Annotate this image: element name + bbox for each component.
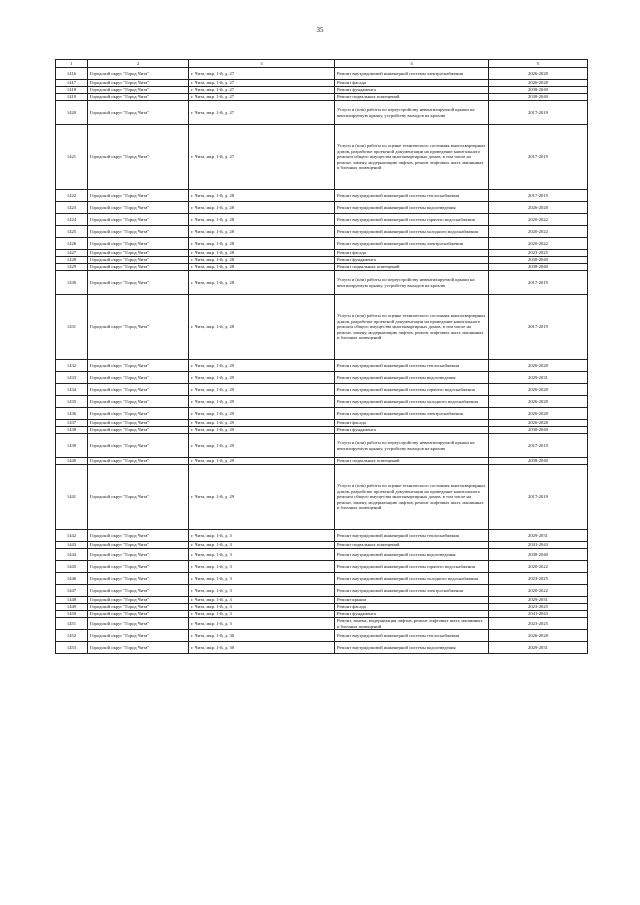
municipality-cell: Городской округ "Город Чита" bbox=[88, 434, 189, 458]
period-cell: 2038-2040 bbox=[489, 549, 588, 561]
row-number-cell: 1438 bbox=[56, 427, 88, 434]
municipality-cell: Городской округ "Город Чита" bbox=[88, 125, 189, 190]
row-number-cell: 1440 bbox=[56, 458, 88, 465]
table-row bbox=[56, 611, 588, 618]
work-type-cell: Услуги и (или) работы по оценке технического состояния многоквартирных домов, разработке проектной документации на проведение капитального ремонта общего имущества многоквартирных домов, в том числе на ремонт, замену, модернизацию лифтов, ремонт лифтовых шахт, машинных и блочных помещений bbox=[335, 125, 489, 190]
work-type-cell: Услуги и (или) работы по оценке технического состояния многоквартирных домов, разработке проектной документации на проведение капитального ремонта общего имущества многоквартирных домов, в том числе на ремонт, замену, модернизацию лифтов, ремонт лифтовых шахт, машинных и блочных помещений bbox=[335, 295, 489, 360]
row-number-cell: 1443 bbox=[56, 542, 88, 549]
work-type-cell: Ремонт внутридомовой инженерной системы теплоснабжения bbox=[335, 630, 489, 642]
municipality-cell: Городской округ "Город Чита" bbox=[88, 101, 189, 125]
row-number-cell: 1439 bbox=[56, 434, 88, 458]
work-type-cell: Ремонт фасада bbox=[335, 604, 489, 611]
municipality-cell: Городской округ "Город Чита" bbox=[88, 190, 189, 202]
table-row bbox=[56, 542, 588, 549]
period-cell: 2029-2031 bbox=[489, 642, 588, 654]
table-row bbox=[56, 202, 588, 214]
table-row bbox=[56, 630, 588, 642]
work-type-cell: Ремонт внутридомовой инженерной системы электроснабжения bbox=[335, 408, 489, 420]
address-cell: г. Чита, мкр. 1-й, д. 29 bbox=[189, 396, 335, 408]
table-row bbox=[56, 295, 588, 360]
row-number-cell: 1431 bbox=[56, 295, 88, 360]
address-cell: г. Чита, мкр. 1-й, д. 29 bbox=[189, 360, 335, 372]
row-number-cell: 1442 bbox=[56, 530, 88, 542]
row-number-cell: 1430 bbox=[56, 271, 88, 295]
row-number-cell: 1448 bbox=[56, 597, 88, 604]
period-cell: 2029-2031 bbox=[489, 597, 588, 604]
row-number-cell: 1429 bbox=[56, 264, 88, 271]
address-cell: г. Чита, мкр. 1-й, д. 3 bbox=[189, 573, 335, 585]
table-row bbox=[56, 214, 588, 226]
address-cell: г. Чита, мкр. 1-й, д. 28 bbox=[189, 238, 335, 250]
table-row bbox=[56, 238, 588, 250]
row-number-cell: 1453 bbox=[56, 642, 88, 654]
table-row bbox=[56, 360, 588, 372]
address-cell: г. Чита, мкр. 1-й, д. 3 bbox=[189, 542, 335, 549]
period-cell: 2026-2028 bbox=[489, 68, 588, 80]
table-row bbox=[56, 561, 588, 573]
address-cell: г. Чита, мкр. 1-й, д. 27 bbox=[189, 125, 335, 190]
table-row bbox=[56, 80, 588, 87]
table-row bbox=[56, 264, 588, 271]
row-number-cell: 1426 bbox=[56, 238, 88, 250]
table-row bbox=[56, 257, 588, 264]
address-cell: г. Чита, мкр. 1-й, д. 29 bbox=[189, 427, 335, 434]
work-type-cell: Ремонт фундамента bbox=[335, 611, 489, 618]
work-type-cell: Услуги и (или) работы по оценке технического состояния многоквартирных домов, разработке проектной документации на проведение капитального ремонта общего имущества многоквартирных домов, в том числе на ремонт, замену, модернизацию лифтов, ремонт лифтовых шахт, машинных и блочных помещений bbox=[335, 465, 489, 530]
municipality-cell: Городской округ "Город Чита" bbox=[88, 530, 189, 542]
table-row bbox=[56, 597, 588, 604]
row-number-cell: 1434 bbox=[56, 384, 88, 396]
table-row bbox=[56, 427, 588, 434]
row-number-cell: 1433 bbox=[56, 372, 88, 384]
address-cell: г. Чита, мкр. 1-й, д. 29 bbox=[189, 372, 335, 384]
period-cell: 2026-2028 bbox=[489, 360, 588, 372]
municipality-cell: Городской округ "Город Чита" bbox=[88, 408, 189, 420]
period-cell: 2017-2019 bbox=[489, 434, 588, 458]
period-cell: 2038-2040 bbox=[489, 257, 588, 264]
address-cell: г. Чита, мкр. 1-й, д. 28 bbox=[189, 226, 335, 238]
table-row bbox=[56, 87, 588, 94]
work-type-cell: Услуги и (или) работы по переустройству невентилируемой крыши на вентилируемую крышу, устройству выходов на кровлю bbox=[335, 271, 489, 295]
row-number-cell: 1418 bbox=[56, 87, 88, 94]
address-cell: г. Чита, мкр. 1-й, д. 29 bbox=[189, 434, 335, 458]
row-number-cell: 1437 bbox=[56, 420, 88, 427]
address-cell: г. Чита, мкр. 1-й, д. 3 bbox=[189, 604, 335, 611]
column-index-1: 1 bbox=[56, 60, 88, 68]
address-cell: г. Чита, мкр. 1-й, д. 28 bbox=[189, 257, 335, 264]
period-cell: 2017-2019 bbox=[489, 295, 588, 360]
municipality-cell: Городской округ "Город Чита" bbox=[88, 604, 189, 611]
column-index-4: 4 bbox=[335, 60, 489, 68]
municipality-cell: Городской округ "Город Чита" bbox=[88, 226, 189, 238]
table-body bbox=[56, 68, 588, 654]
address-cell: г. Чита, мкр. 1-й, д. 28 bbox=[189, 271, 335, 295]
work-type-cell: Ремонт крыши bbox=[335, 597, 489, 604]
address-cell: г. Чита, мкр. 1-й, д. 28 bbox=[189, 250, 335, 257]
work-type-cell: Ремонт внутридомовой инженерной системы водоотведения bbox=[335, 549, 489, 561]
table-row bbox=[56, 372, 588, 384]
period-cell: 2038-2040 bbox=[489, 427, 588, 434]
address-cell: г. Чита, мкр. 1-й, д. 28 bbox=[189, 264, 335, 271]
municipality-cell: Городской округ "Город Чита" bbox=[88, 372, 189, 384]
address-cell: г. Чита, мкр. 1-й, д. 27 bbox=[189, 68, 335, 80]
work-type-cell: Ремонт внутридомовой инженерной системы теплоснабжения bbox=[335, 530, 489, 542]
table-row bbox=[56, 420, 588, 427]
row-number-cell: 1423 bbox=[56, 202, 88, 214]
row-number-cell: 1436 bbox=[56, 408, 88, 420]
table-row bbox=[56, 250, 588, 257]
work-type-cell: Ремонт внутридомовой инженерной системы электроснабжения bbox=[335, 238, 489, 250]
address-cell: г. Чита, мкр. 1-й, д. 27 bbox=[189, 80, 335, 87]
table-row bbox=[56, 271, 588, 295]
period-cell: 2026-2028 bbox=[489, 420, 588, 427]
address-cell: г. Чита, мкр. 1-й, д. 30 bbox=[189, 630, 335, 642]
row-number-cell: 1444 bbox=[56, 549, 88, 561]
row-number-cell: 1427 bbox=[56, 250, 88, 257]
municipality-cell: Городской округ "Город Чита" bbox=[88, 396, 189, 408]
municipality-cell: Городской округ "Город Чита" bbox=[88, 542, 189, 549]
row-number-cell: 1416 bbox=[56, 68, 88, 80]
period-cell: 2023-2025 bbox=[489, 250, 588, 257]
address-cell: г. Чита, мкр. 1-й, д. 28 bbox=[189, 214, 335, 226]
period-cell: 2029-2031 bbox=[489, 530, 588, 542]
address-cell: г. Чита, мкр. 1-й, д. 27 bbox=[189, 94, 335, 101]
row-number-cell: 1424 bbox=[56, 214, 88, 226]
work-type-cell: Ремонт фундамента bbox=[335, 87, 489, 94]
period-cell: 2017-2019 bbox=[489, 101, 588, 125]
work-type-cell: Услуги и (или) работы по переустройству невентилируемой крыши на вентилируемую крышу, устройству выходов на кровлю bbox=[335, 434, 489, 458]
table-row bbox=[56, 384, 588, 396]
work-type-cell: Ремонт подвальных помещений bbox=[335, 458, 489, 465]
period-cell: 2023-2025 bbox=[489, 604, 588, 611]
period-cell: 2026-2028 bbox=[489, 630, 588, 642]
address-cell: г. Чита, мкр. 1-й, д. 3 bbox=[189, 597, 335, 604]
work-type-cell: Ремонт внутридомовой инженерной системы холодного водоснабжения bbox=[335, 226, 489, 238]
municipality-cell: Городской округ "Город Чита" bbox=[88, 618, 189, 630]
work-type-cell: Ремонт фасада bbox=[335, 420, 489, 427]
municipality-cell: Городской округ "Город Чита" bbox=[88, 257, 189, 264]
municipality-cell: Городской округ "Город Чита" bbox=[88, 264, 189, 271]
municipality-cell: Городской округ "Город Чита" bbox=[88, 271, 189, 295]
table-row bbox=[56, 604, 588, 611]
table-row bbox=[56, 226, 588, 238]
row-number-cell: 1452 bbox=[56, 630, 88, 642]
municipality-cell: Городской округ "Город Чита" bbox=[88, 250, 189, 257]
address-cell: г. Чита, мкр. 1-й, д. 3 bbox=[189, 561, 335, 573]
municipality-cell: Городской округ "Город Чита" bbox=[88, 585, 189, 597]
municipality-cell: Городской округ "Город Чита" bbox=[88, 87, 189, 94]
municipality-cell: Городской округ "Город Чита" bbox=[88, 573, 189, 585]
period-cell: 2017-2019 bbox=[489, 465, 588, 530]
municipality-cell: Городской округ "Город Чита" bbox=[88, 465, 189, 530]
table-row bbox=[56, 434, 588, 458]
municipality-cell: Городской округ "Город Чита" bbox=[88, 642, 189, 654]
row-number-cell: 1420 bbox=[56, 101, 88, 125]
column-index-3: 3 bbox=[189, 60, 335, 68]
row-number-cell: 1421 bbox=[56, 125, 88, 190]
table-row bbox=[56, 642, 588, 654]
address-cell: г. Чита, мкр. 1-й, д. 28 bbox=[189, 190, 335, 202]
table-row bbox=[56, 618, 588, 630]
period-cell: 2041-2043 bbox=[489, 542, 588, 549]
row-number-cell: 1446 bbox=[56, 573, 88, 585]
work-type-cell: Ремонт внутридомовой инженерной системы электроснабжения bbox=[335, 68, 489, 80]
work-type-cell: Ремонт фасада bbox=[335, 80, 489, 87]
table-row bbox=[56, 530, 588, 542]
work-type-cell: Ремонт фасада bbox=[335, 250, 489, 257]
period-cell: 2026-2028 bbox=[489, 202, 588, 214]
municipality-cell: Городской округ "Город Чита" bbox=[88, 68, 189, 80]
municipality-cell: Городской округ "Город Чита" bbox=[88, 360, 189, 372]
period-cell: 2023-2025 bbox=[489, 573, 588, 585]
page-number: 35 bbox=[316, 26, 324, 34]
municipality-cell: Городской округ "Город Чита" bbox=[88, 202, 189, 214]
work-type-cell: Ремонт внутридомовой инженерной системы электроснабжения bbox=[335, 585, 489, 597]
period-cell: 2029-2031 bbox=[489, 372, 588, 384]
address-cell: г. Чита, мкр. 1-й, д. 29 bbox=[189, 458, 335, 465]
municipality-cell: Городской округ "Город Чита" bbox=[88, 630, 189, 642]
address-cell: г. Чита, мкр. 1-й, д. 28 bbox=[189, 295, 335, 360]
period-cell: 2017-2019 bbox=[489, 271, 588, 295]
address-cell: г. Чита, мкр. 1-й, д. 29 bbox=[189, 465, 335, 530]
column-index-row bbox=[56, 60, 588, 68]
municipality-cell: Городской округ "Город Чита" bbox=[88, 427, 189, 434]
table-row bbox=[56, 585, 588, 597]
row-number-cell: 1451 bbox=[56, 618, 88, 630]
period-cell: 2038-2040 bbox=[489, 87, 588, 94]
row-number-cell: 1449 bbox=[56, 604, 88, 611]
municipality-cell: Городской округ "Город Чита" bbox=[88, 549, 189, 561]
table-row bbox=[56, 408, 588, 420]
work-type-cell: Ремонт внутридомовой инженерной системы горячего водоснабжения bbox=[335, 214, 489, 226]
table-row bbox=[56, 396, 588, 408]
address-cell: г. Чита, мкр. 1-й, д. 3 bbox=[189, 585, 335, 597]
period-cell: 2026-2028 bbox=[489, 80, 588, 87]
municipality-cell: Городской округ "Город Чита" bbox=[88, 94, 189, 101]
period-cell: 2020-2022 bbox=[489, 226, 588, 238]
municipality-cell: Городской округ "Город Чита" bbox=[88, 214, 189, 226]
municipality-cell: Городской округ "Город Чита" bbox=[88, 295, 189, 360]
municipality-cell: Городской округ "Город Чита" bbox=[88, 80, 189, 87]
table-row bbox=[56, 68, 588, 80]
column-index-2: 2 bbox=[88, 60, 189, 68]
address-cell: г. Чита, мкр. 1-й, д. 27 bbox=[189, 87, 335, 94]
work-type-cell: Услуги и (или) работы по переустройству невентилируемой крыши на вентилируемую крышу, устройству выходов на кровлю bbox=[335, 101, 489, 125]
table-row bbox=[56, 190, 588, 202]
period-cell: 2023-2025 bbox=[489, 618, 588, 630]
table-row bbox=[56, 465, 588, 530]
work-type-cell: Ремонт внутридомовой инженерной системы горячего водоснабжения bbox=[335, 561, 489, 573]
row-number-cell: 1428 bbox=[56, 257, 88, 264]
work-type-cell: Ремонт фундамента bbox=[335, 427, 489, 434]
address-cell: г. Чита, мкр. 1-й, д. 27 bbox=[189, 101, 335, 125]
municipality-cell: Городской округ "Город Чита" bbox=[88, 420, 189, 427]
address-cell: г. Чита, мкр. 1-й, д. 29 bbox=[189, 420, 335, 427]
municipality-cell: Городской округ "Город Чита" bbox=[88, 238, 189, 250]
row-number-cell: 1422 bbox=[56, 190, 88, 202]
work-type-cell: Ремонт внутридомовой инженерной системы холодного водоснабжения bbox=[335, 573, 489, 585]
municipality-cell: Городской округ "Город Чита" bbox=[88, 384, 189, 396]
work-type-cell: Ремонт внутридомовой инженерной системы водоотведения bbox=[335, 642, 489, 654]
work-type-cell: Ремонт внутридомовой инженерной системы водоотведения bbox=[335, 372, 489, 384]
period-cell: 2020-2022 bbox=[489, 585, 588, 597]
row-number-cell: 1435 bbox=[56, 396, 88, 408]
row-number-cell: 1441 bbox=[56, 465, 88, 530]
work-type-cell: Ремонт внутридомовой инженерной системы горячего водоснабжения bbox=[335, 384, 489, 396]
address-cell: г. Чита, мкр. 1-й, д. 3 bbox=[189, 611, 335, 618]
work-type-cell: Ремонт внутридомовой инженерной системы водоотведения bbox=[335, 202, 489, 214]
period-cell: 2038-2040 bbox=[489, 458, 588, 465]
work-type-cell: Ремонт, замена, модернизация лифтов, ремонт лифтовых шахт, машинных и блочных помещений bbox=[335, 618, 489, 630]
period-cell: 2026-2028 bbox=[489, 408, 588, 420]
period-cell: 2026-2028 bbox=[489, 384, 588, 396]
municipality-cell: Городской округ "Город Чита" bbox=[88, 611, 189, 618]
address-cell: г. Чита, мкр. 1-й, д. 28 bbox=[189, 202, 335, 214]
period-cell: 2017-2019 bbox=[489, 190, 588, 202]
row-number-cell: 1419 bbox=[56, 94, 88, 101]
address-cell: г. Чита, мкр. 1-й, д. 29 bbox=[189, 384, 335, 396]
work-type-cell: Ремонт внутридомовой инженерной системы теплоснабжения bbox=[335, 360, 489, 372]
row-number-cell: 1425 bbox=[56, 226, 88, 238]
address-cell: г. Чита, мкр. 1-й, д. 29 bbox=[189, 408, 335, 420]
row-number-cell: 1450 bbox=[56, 611, 88, 618]
table-row bbox=[56, 125, 588, 190]
row-number-cell: 1445 bbox=[56, 561, 88, 573]
period-cell: 2026-2028 bbox=[489, 396, 588, 408]
table-row bbox=[56, 94, 588, 101]
municipality-cell: Городской округ "Город Чита" bbox=[88, 561, 189, 573]
table-row bbox=[56, 573, 588, 585]
work-type-cell: Ремонт фундамента bbox=[335, 257, 489, 264]
address-cell: г. Чита, мкр. 1-й, д. 3 bbox=[189, 530, 335, 542]
period-cell: 2020-2022 bbox=[489, 214, 588, 226]
work-type-cell: Ремонт внутридомовой инженерной системы холодного водоснабжения bbox=[335, 396, 489, 408]
period-cell: 2017-2019 bbox=[489, 125, 588, 190]
address-cell: г. Чита, мкр. 1-й, д. 30 bbox=[189, 642, 335, 654]
column-index-5: 5 bbox=[489, 60, 588, 68]
period-cell: 2020-2022 bbox=[489, 238, 588, 250]
work-type-cell: Ремонт внутридомовой инженерной системы теплоснабжения bbox=[335, 190, 489, 202]
address-cell: г. Чита, мкр. 1-й, д. 3 bbox=[189, 549, 335, 561]
repair-schedule-table bbox=[55, 59, 588, 654]
period-cell: 2020-2022 bbox=[489, 561, 588, 573]
municipality-cell: Городской округ "Город Чита" bbox=[88, 597, 189, 604]
period-cell: 2038-2040 bbox=[489, 264, 588, 271]
period-cell: 2038-2040 bbox=[489, 94, 588, 101]
period-cell: 2041-2043 bbox=[489, 611, 588, 618]
work-type-cell: Ремонт подвальных помещений bbox=[335, 264, 489, 271]
municipality-cell: Городской округ "Город Чита" bbox=[88, 458, 189, 465]
row-number-cell: 1432 bbox=[56, 360, 88, 372]
table-row bbox=[56, 101, 588, 125]
row-number-cell: 1417 bbox=[56, 80, 88, 87]
row-number-cell: 1447 bbox=[56, 585, 88, 597]
address-cell: г. Чита, мкр. 1-й, д. 3 bbox=[189, 618, 335, 630]
table-row bbox=[56, 549, 588, 561]
work-type-cell: Ремонт подвальных помещений bbox=[335, 94, 489, 101]
work-type-cell: Ремонт подвальных помещений bbox=[335, 542, 489, 549]
table-row bbox=[56, 458, 588, 465]
